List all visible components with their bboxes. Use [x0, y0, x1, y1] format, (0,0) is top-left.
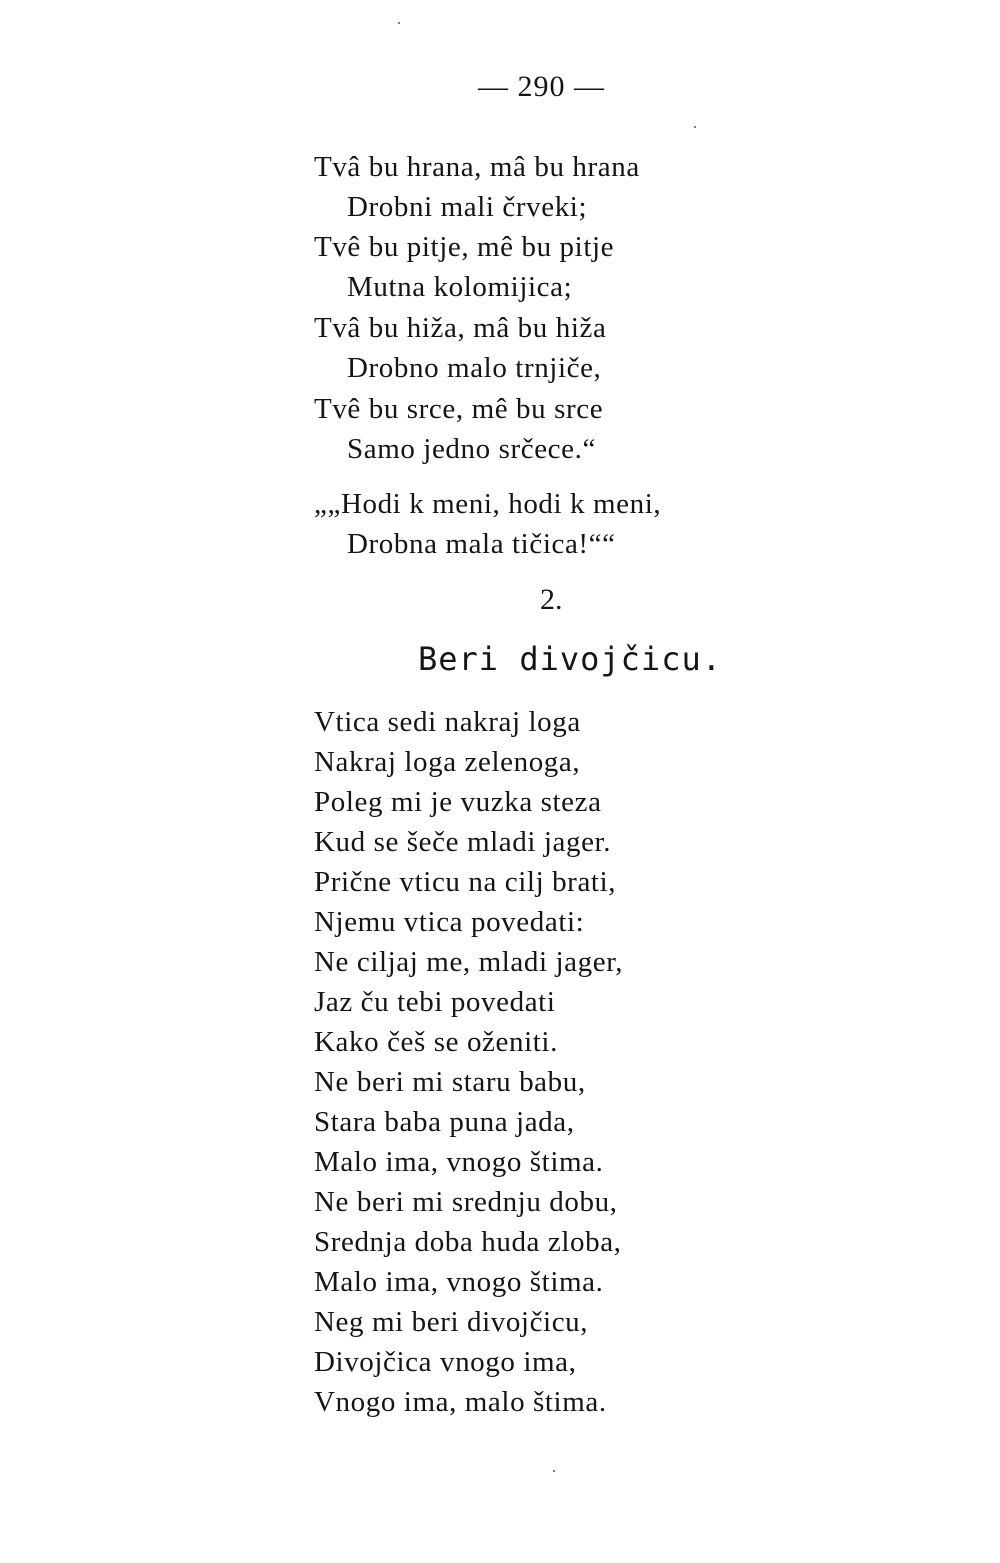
poem-line: Ne beri mi srednju dobu,: [314, 1186, 618, 1218]
scan-speck: [398, 22, 400, 24]
scan-speck: [694, 126, 696, 128]
section-number: 2.: [540, 583, 563, 616]
verse-line: Tvê bu srce, mê bu srce: [314, 393, 604, 425]
verse-line: Drobni mali črveki;: [347, 191, 588, 223]
verse-line: Tvâ bu hrana, mâ bu hrana: [314, 151, 640, 183]
section-title: Beri divojčicu.: [418, 640, 722, 678]
poem-line: Kako češ se oženiti.: [314, 1026, 558, 1058]
poem-line: Stara baba puna jada,: [314, 1106, 575, 1138]
poem-line: Ne ciljaj me, mladi jager,: [314, 946, 624, 978]
page-number: — 290 —: [478, 70, 605, 103]
verse-line: Tvâ bu hiža, mâ bu hiža: [314, 312, 607, 344]
scan-speck: [553, 1470, 555, 1472]
poem-line: Vtica sedi nakraj loga: [314, 706, 581, 738]
poem-line: Nakraj loga zelenoga,: [314, 746, 581, 778]
poem-line: Malo ima, vnogo štima.: [314, 1146, 604, 1178]
poem-line: Njemu vtica povedati:: [314, 906, 585, 938]
verse-line: Drobno malo trnjiče,: [347, 352, 602, 384]
poem-line: Kud se šeče mladi jager.: [314, 826, 612, 858]
poem-line: Srednja doba huda zloba,: [314, 1226, 622, 1258]
poem-line: Poleg mi je vuzka steza: [314, 786, 602, 818]
poem-line: Neg mi beri divojčicu,: [314, 1306, 589, 1338]
poem-line: Vnogo ima, malo štima.: [314, 1386, 607, 1418]
poem-line: Divojčica vnogo ima,: [314, 1346, 577, 1378]
poem-line: Ne beri mi staru babu,: [314, 1066, 586, 1098]
poem-line: Malo ima, vnogo štima.: [314, 1266, 604, 1298]
verse-line: Tvê bu pitje, mê bu pitje: [314, 231, 615, 263]
verse-line: Samo jedno srčece.“: [347, 433, 596, 465]
closing-verse-line: Drobna mala tičica!““: [347, 528, 616, 560]
poem-line: Jaz ču tebi povedati: [314, 986, 556, 1018]
poem-line: Prične vticu na cilj brati,: [314, 866, 617, 898]
closing-verse-line: „„Hodi k meni, hodi k meni,: [314, 488, 662, 520]
verse-line: Mutna kolomijica;: [347, 271, 573, 303]
